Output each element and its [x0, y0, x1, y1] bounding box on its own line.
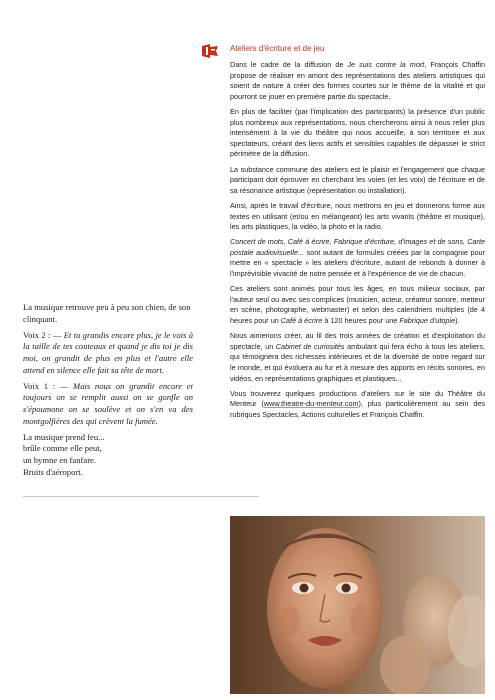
web-text-1: Vous trouverez quelques productions d'ateliers sur le site du Théâtre du Menteur ( [230, 388, 485, 409]
cabinet-text-1: Nous aimerions créer, au fil des trois années de création et d'exploitation du spectacle, un [230, 331, 485, 351]
formula-list: Concert de mots, Café à écrire, Fabrique d'écriture, d'images et de sons, Carte postale audiovisuelle... [230, 237, 485, 257]
cabinet-title: Cabinet de curiosités [275, 341, 345, 351]
concert-text: sont autant de formules créées par la compagnie pour mettre en « spectacle » les ateliers d'écriture, autant de rebonds à donner à l'imprévisible vivacité de notre pensée et à l'expérience de vie de chacun. [230, 247, 485, 279]
mannequin-photo [230, 516, 485, 694]
poem-line: La musique prend feu... [23, 431, 105, 442]
paragraph-public: En plus de faciliter (par l'implication des participants) la présence d'un public plus nombreux aux représentations, nous chercherons ainsi à nous relier plus intensément à la vie du théâtre qui nous accueille, à son territoire et aux spectateurs, créant des liens actifs et sensibles capables de dépasser le strict périmètre de la diffusion. [230, 106, 485, 159]
voix-2 [23, 330, 193, 376]
cafe-a-ecrire: Café à écrire [280, 316, 323, 326]
mannequin-heads-image [230, 516, 485, 694]
paragraph-apres: Ainsi, après le travail d'écriture, nous mettrons en jeu et donnerons forme aux textes en utilisant (et/ou en mélangeant) les arts vivants (théâtre et musique), les arts plastiques, la vidéo, la photo et la radio. [230, 200, 485, 232]
fabrique-utopie: Fabrique d'utopie [399, 316, 456, 326]
paragraph-substance: La substance commune des ateliers est le plaisir et l'engagement que chaque participant doit éprouver en cherchant les voies (et les voix) de l'écriture et de sa résonance artistique (représentation ou installation). [230, 164, 485, 195]
red-pennant-logo-icon [201, 43, 219, 59]
paragraph-web [230, 389, 485, 421]
voix-2-label: Voix 2 : — [23, 329, 64, 340]
horizontal-rule [23, 496, 259, 497]
intro-text-2: , François Chaffin propose de réaliser en amont des représentations des ateliers artistiques qui soient de nature à créer des formes courtes sur le thème de la vitalité et qui pourront se jouer en première partie du spectacle. [230, 60, 485, 101]
voix-1 [23, 381, 193, 427]
section-title: Ateliers d'écriture et de jeu [230, 44, 325, 53]
paragraph-cabinet [230, 331, 485, 384]
paragraph-concert [230, 237, 485, 279]
ateliers-text-3: ). [455, 316, 460, 326]
poem-column [23, 302, 193, 483]
ateliers-text-1: Ces ateliers sont animés pour tous les âges, en tous milieux sociaux, par l'auteur seul ou avec ses complices (musicien, acteur, créateur sonore, metteur en scène, photographe, webmaster) et selon des calendriers multiples (de 4 heures pour un [230, 284, 485, 326]
poem-intro: La musique retrouve peu à peu son chien, de son clinquant. [23, 302, 191, 324]
poem-line: un hymne en fanfare. [23, 454, 97, 465]
poem-line: brûle comme elle peut, [23, 443, 102, 454]
voix-1-label: Voix 1 : — [23, 380, 74, 391]
paragraph-ateliers [230, 284, 485, 326]
paragraph-intro [230, 60, 485, 102]
web-text-2: ), plus particulièrement au sein des rubriques Spectacles, Actions culturelles et François Chaffin. [230, 399, 486, 419]
cabinet-text-2: ambulant qui fera écho à tous les ateliers, qui témoignera des richesses intérieures et de la diversité de notre regard sur le monde, et qui évoluera au fur et à mesure des apports en récits sonores, en vidéos, en représentations graphiques et plastiques... [230, 341, 485, 383]
poem-ending [23, 432, 193, 478]
main-text-column [230, 60, 485, 425]
ateliers-text-2: à 120 heures pour une [322, 316, 400, 326]
website-link[interactable]: www.theatre-du-menteur.com [263, 399, 359, 409]
intro-text-1: Dans le cadre de la diffusion de [230, 60, 348, 69]
voix-2-text: Et tu grandis encore plus, je le vois à la taille de tes couteaux et quand je dis toi je dis moi, on grandit de plus en plus et l'autre elle attend en silence elle fait sa tête de mort. [23, 329, 193, 375]
play-title: Je suis contre la mort [347, 60, 425, 69]
poem-line: Bruits d'aéroport. [23, 466, 83, 477]
voix-1-text: Mais nous on grandit encore et toujours on se remplit aussi on se gonfle on s'époumone on se soulève et on s'en va des montgolfières des qui crèvent la fumée. [23, 380, 193, 426]
